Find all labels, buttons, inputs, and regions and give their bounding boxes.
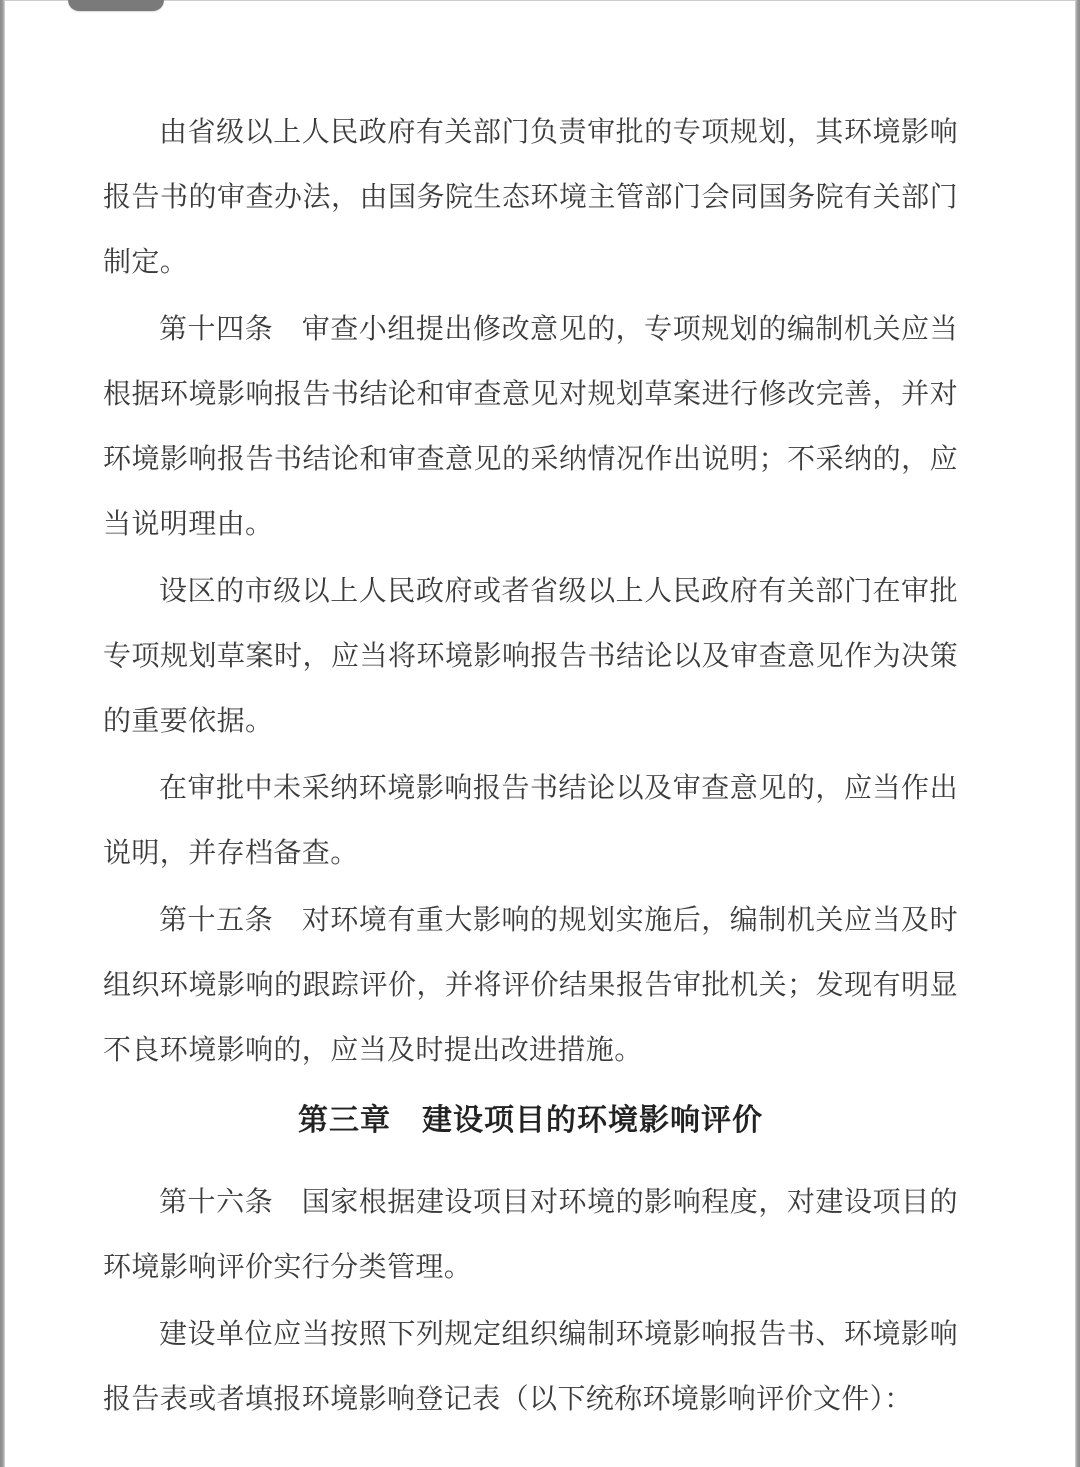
law-paragraph: 建设单位应当按照下列规定组织编制环境影响报告书、环境影响报告表或者填报环境影响登记表（以下统称环境影响评价文件）： (103, 1319, 958, 1415)
chapter-heading: 第三章 建设项目的环境影响评价 (298, 1103, 763, 1138)
law-paragraph-article-16: 第十六条 国家根据建设项目对环境的影响程度，对建设项目的环境影响评价实行分类管理。 (103, 1187, 958, 1283)
law-paragraph-article-14: 第十四条 审查小组提出修改意见的，专项规划的编制机关应当根据环境影响报告书结论和审查意见对规划草案进行修改完善，并对环境影响报告书结论和审查意见的采纳情况作出说明；不采纳的，应当说明理由。 (103, 314, 958, 540)
law-paragraph: 设区的市级以上人民政府或者省级以上人民政府有关部门在审批专项规划草案时，应当将环境影响报告书结论以及审查意见作为决策的重要依据。 (103, 576, 958, 737)
law-paragraph: 由省级以上人民政府有关部门负责审批的专项规划，其环境影响报告书的审查办法，由国务院生态环境主管部门会同国务院有关部门制定。 (103, 117, 958, 278)
law-paragraph-article-15: 第十五条 对环境有重大影响的规划实施后，编制机关应当及时组织环境影响的跟踪评价，并将评价结果报告审批机关；发现有明显不良环境影响的，应当及时提出改进措施。 (103, 905, 958, 1066)
law-paragraph: 在审批中未采纳环境影响报告书结论以及审查意见的，应当作出说明，并存档备查。 (103, 773, 958, 869)
